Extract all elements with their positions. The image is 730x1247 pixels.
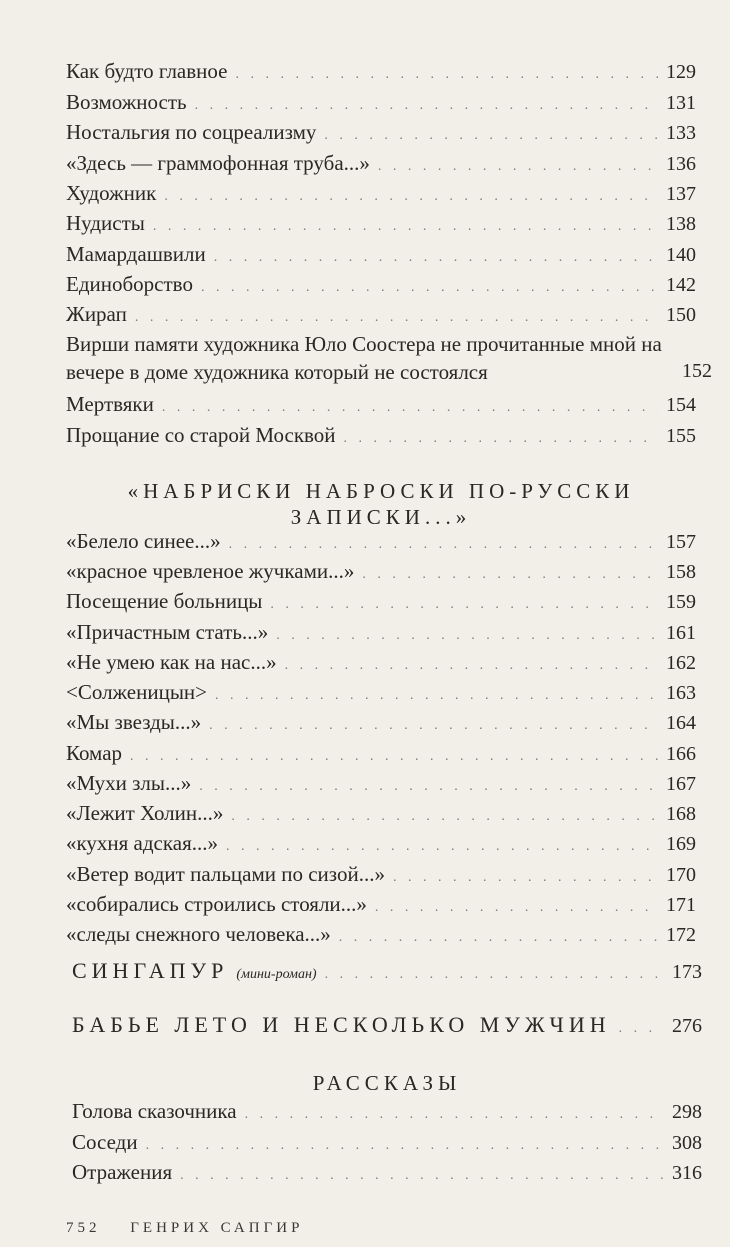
entry-page: 172 <box>666 924 696 946</box>
leader-dots <box>344 424 658 454</box>
toc-entry <box>66 87 696 121</box>
entry-page: 155 <box>666 425 696 447</box>
entry-title: «красное чревленое жучками...» <box>66 559 355 583</box>
entry-title: Мертвяки <box>66 392 154 416</box>
entry-title: «Не умею как на нас...» <box>66 650 277 674</box>
toc-entry <box>66 269 696 303</box>
entry-title: «кухня адская...» <box>66 831 218 855</box>
entry-title: «Мы звезды...» <box>66 710 202 734</box>
author-name: ГЕНРИХ САПГИР <box>130 1220 304 1236</box>
toc-entry <box>66 389 696 423</box>
entry-page: 276 <box>672 1015 702 1037</box>
entry-page: 171 <box>666 894 696 916</box>
entry-title: Вирши памяти художника Юло Соостера не прочитанные мной на вечере в доме художника который не состоялся <box>66 332 662 384</box>
entry-title: Посещение больницы <box>66 589 263 613</box>
entry-page: 161 <box>666 622 696 644</box>
toc-entry <box>66 586 696 620</box>
entry-page: 167 <box>666 773 696 795</box>
leader-dots <box>235 60 658 90</box>
entry-title: «собирались строились стояли...» <box>66 892 367 916</box>
entry-title: Нудисты <box>66 211 145 235</box>
entry-title: Единоборство <box>66 272 193 296</box>
entry-title: Прощание со старой Москвой <box>66 423 336 447</box>
toc-entry <box>66 859 696 893</box>
toc-entry <box>72 1096 702 1130</box>
toc-entry <box>72 1127 702 1161</box>
entry-title: «Лежит Холин...» <box>66 801 224 825</box>
entry-title: «Мухи злы...» <box>66 771 192 795</box>
entry-title: БАБЬЕ ЛЕТО И НЕСКОЛЬКО МУЖЧИН <box>72 1012 611 1037</box>
entry-page: 158 <box>666 561 696 583</box>
entry-page: 308 <box>672 1132 702 1154</box>
toc-entry <box>66 768 696 802</box>
toc-entry <box>66 208 696 242</box>
toc-entry <box>66 707 696 741</box>
entry-page: 173 <box>672 961 702 983</box>
leader-dots <box>619 1021 664 1037</box>
entry-page: 150 <box>666 304 696 326</box>
page-number: 752 <box>66 1220 101 1236</box>
entry-page: 157 <box>666 531 696 553</box>
leader-dots <box>180 1161 664 1191</box>
entry-page: 142 <box>666 274 696 296</box>
leader-dots <box>209 711 658 741</box>
toc-entry-major <box>72 958 702 984</box>
entry-page: 162 <box>666 652 696 674</box>
toc-entry <box>66 239 696 273</box>
entry-page: 168 <box>666 803 696 825</box>
leader-dots <box>162 393 658 423</box>
entry-title: Отражения <box>72 1160 173 1184</box>
entry-page: 166 <box>666 743 696 765</box>
toc-entry-major <box>72 1012 702 1038</box>
entry-title: Художник <box>66 181 157 205</box>
entry-title: «Белело синее...» <box>66 529 221 553</box>
leader-dots <box>324 121 658 151</box>
entry-page: 298 <box>672 1101 702 1123</box>
section-heading-cont: ЗАПИСКИ...» <box>290 505 472 529</box>
entry-title: «следы снежного человека...» <box>66 922 331 946</box>
entry-title: «Здесь — граммофонная труба...» <box>66 151 370 175</box>
toc-entry <box>66 617 696 651</box>
entry-page: 170 <box>666 864 696 886</box>
toc-entry <box>66 148 696 182</box>
entry-title: Комар <box>66 741 123 765</box>
toc-entry <box>66 677 696 711</box>
entry-title: Ностальгия по соцреализму <box>66 120 317 144</box>
toc-entry <box>66 889 696 923</box>
leader-dots <box>245 1100 664 1130</box>
toc-entry <box>72 1157 702 1191</box>
toc-entry <box>66 919 696 953</box>
toc-entry <box>66 330 712 386</box>
entry-page: 129 <box>666 61 696 83</box>
toc-entry <box>66 647 696 681</box>
entry-title: Как будто главное <box>66 59 228 83</box>
leader-dots <box>325 967 664 983</box>
entry-title: Соседи <box>72 1130 138 1154</box>
section-heading: РАССКАЗЫ <box>312 1071 462 1095</box>
toc-entry <box>66 178 696 212</box>
entry-page: 163 <box>666 682 696 704</box>
leader-dots <box>135 303 658 333</box>
entry-title: «Причастным стать...» <box>66 620 269 644</box>
entry-subtitle: (мини-роман) <box>236 967 317 982</box>
entry-page: 140 <box>666 244 696 266</box>
entry-page: 136 <box>666 153 696 175</box>
entry-title: Голова сказочника <box>72 1099 237 1123</box>
toc-entry <box>66 56 696 90</box>
entry-page: 152 <box>682 360 712 382</box>
entry-title: <Солженицын> <box>66 680 208 704</box>
entry-page: 137 <box>666 183 696 205</box>
entry-page: 154 <box>666 394 696 416</box>
entry-page: 133 <box>666 122 696 144</box>
toc-entry <box>66 117 696 151</box>
entry-page: 164 <box>666 712 696 734</box>
entry-page: 316 <box>672 1162 702 1184</box>
toc-entry <box>66 828 696 862</box>
entry-page: 131 <box>666 92 696 114</box>
entry-page: 159 <box>666 591 696 613</box>
entry-title: Возможность <box>66 90 187 114</box>
toc-entry <box>66 798 696 832</box>
page-footer <box>66 1220 325 1237</box>
entry-title: СИНГАПУР <box>72 958 229 983</box>
leader-dots <box>226 832 658 862</box>
entry-title: Мамардашвили <box>66 242 206 266</box>
entry-page: 169 <box>666 833 696 855</box>
entry-title: «Ветер водит пальцами по сизой...» <box>66 862 385 886</box>
toc-entry <box>66 556 696 590</box>
leader-dots <box>153 212 658 242</box>
toc-entry <box>66 526 696 560</box>
leader-dots <box>339 923 658 953</box>
section-heading: «НАБРИСКИ НАБРОСКИ ПО-РУССКИ <box>127 479 635 503</box>
leader-dots <box>270 590 658 620</box>
entry-title: Жирап <box>66 302 127 326</box>
entry-page: 138 <box>666 213 696 235</box>
toc-entry <box>66 299 696 333</box>
toc-entry <box>66 420 696 454</box>
toc-entry <box>66 738 696 772</box>
